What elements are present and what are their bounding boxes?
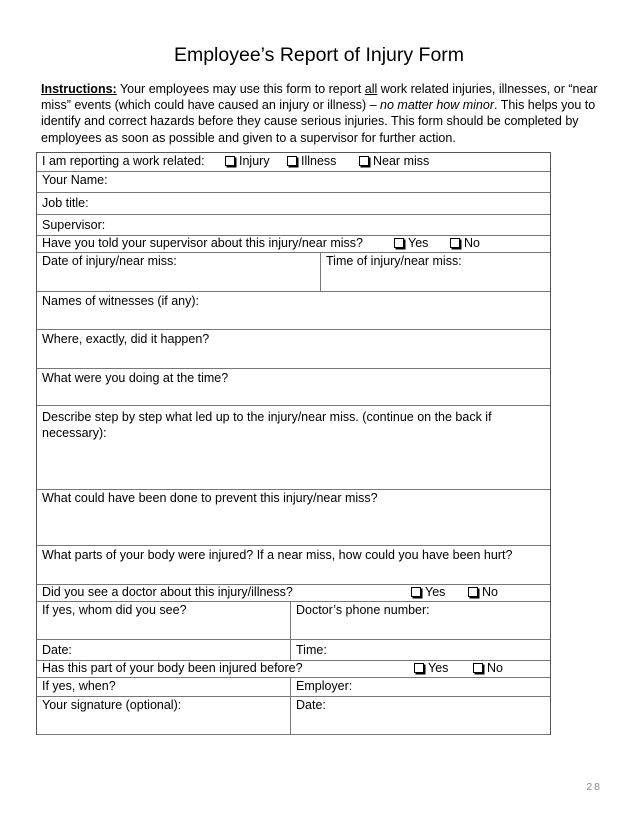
instructions-text-1: Your employees may use this form to report	[116, 82, 365, 96]
instructions-paragraph	[41, 81, 601, 146]
witnesses-label: Names of witnesses (if any):	[42, 294, 199, 308]
body-parts-field[interactable]	[37, 546, 550, 585]
injured-before-label: Has this part of your body been injured before?	[42, 661, 303, 675]
visit-time-label: Time:	[296, 643, 327, 657]
signature-row	[37, 697, 550, 735]
reporting-label: I am reporting a work related:	[42, 154, 205, 168]
date-time-row	[37, 253, 550, 292]
date-time-visit-row	[37, 640, 550, 661]
page-number: 28	[586, 781, 602, 793]
injured-before-no-option[interactable]	[473, 661, 503, 675]
describe-label: Describe step by step what led up to the injury/near miss. (continue on the back if necessary):	[42, 410, 492, 440]
yes-label: Yes	[428, 661, 449, 675]
injured-before-row	[37, 661, 550, 678]
yes-label: Yes	[408, 236, 429, 250]
injury-checkbox-option[interactable]	[225, 154, 270, 168]
if-yes-when-label: If yes, when?	[42, 679, 116, 693]
doing-label: What were you doing at the time?	[42, 371, 229, 385]
injured-before-yes-option[interactable]	[414, 661, 448, 675]
instructions-all: all	[364, 82, 378, 96]
visit-date-label: Date:	[42, 643, 72, 657]
yes-label: Yes	[425, 585, 446, 599]
signature-label: Your signature (optional):	[42, 698, 182, 712]
checkbox-icon[interactable]	[225, 156, 235, 166]
no-label: No	[487, 661, 503, 675]
doctor-row	[37, 602, 550, 640]
instructions-text-3: . This helps you to identify and correct hazards before they cause serious injuries. This form should be completed by employees as soon as possible and given to a supervisor for further action.	[41, 98, 596, 145]
see-doctor-row	[37, 585, 550, 602]
job-title-field[interactable]	[37, 193, 550, 215]
your-name-label: Your Name:	[42, 173, 108, 187]
checkbox-icon[interactable]	[473, 663, 483, 673]
near-miss-checkbox-option[interactable]	[359, 154, 429, 168]
see-doctor-label: Did you see a doctor about this injury/illness?	[42, 585, 293, 599]
whom-label: If yes, whom did you see?	[42, 603, 187, 617]
illness-checkbox-option[interactable]	[287, 154, 336, 168]
checkbox-icon[interactable]	[359, 156, 369, 166]
told-supervisor-no-option[interactable]	[450, 236, 480, 250]
see-doctor-no-option[interactable]	[468, 585, 498, 599]
time-of-injury-label: Time of injury/near miss:	[326, 254, 462, 268]
visit-time-field[interactable]	[291, 640, 550, 660]
instructions-colon: :	[112, 82, 117, 96]
checkbox-icon[interactable]	[468, 587, 478, 597]
employer-field[interactable]	[291, 678, 550, 696]
no-label: No	[482, 585, 498, 599]
instructions-emphasis: no matter how minor	[380, 98, 494, 113]
told-supervisor-row	[37, 236, 550, 253]
if-yes-when-field[interactable]	[37, 678, 291, 696]
supervisor-label: Supervisor:	[42, 218, 106, 232]
checkbox-icon[interactable]	[287, 156, 297, 166]
signature-date-label: Date:	[296, 698, 326, 712]
doctor-phone-label: Doctor’s phone number:	[296, 603, 430, 617]
told-supervisor-yes-option[interactable]	[394, 236, 428, 250]
form-title: Employee’s Report of Injury Form	[173, 44, 465, 66]
employer-label: Employer:	[296, 679, 353, 693]
prevent-label: What could have been done to prevent this injury/near miss?	[42, 491, 378, 505]
signature-field[interactable]	[37, 697, 291, 734]
see-doctor-yes-option[interactable]	[411, 585, 445, 599]
told-supervisor-label: Have you told your supervisor about this injury/near miss?	[42, 236, 363, 250]
where-field[interactable]	[37, 330, 550, 369]
date-of-injury-label: Date of injury/near miss:	[42, 254, 177, 268]
reporting-row	[37, 153, 550, 172]
time-of-injury-field[interactable]	[321, 253, 550, 291]
injury-form-table	[36, 152, 551, 735]
your-name-field[interactable]	[37, 172, 550, 193]
instructions-text-2: work related injuries, illnesses, or “near miss” events (which could have caused an injury or illness) –	[41, 82, 598, 113]
describe-field[interactable]	[37, 406, 550, 490]
checkbox-icon[interactable]	[394, 238, 404, 248]
checkbox-icon[interactable]	[411, 587, 421, 597]
illness-label: Illness	[301, 154, 337, 168]
instructions-label: Instructions	[41, 82, 113, 96]
date-of-injury-field[interactable]	[37, 253, 321, 291]
body-parts-label: What parts of your body were injured? If a near miss, how could you have been hurt?	[42, 548, 513, 562]
when-employer-row	[37, 678, 550, 697]
job-title-label: Job title:	[42, 196, 89, 210]
supervisor-field[interactable]	[37, 215, 550, 236]
near-miss-label: Near miss	[373, 154, 430, 168]
checkbox-icon[interactable]	[414, 663, 424, 673]
where-label: Where, exactly, did it happen?	[42, 332, 210, 346]
signature-date-field[interactable]	[291, 697, 550, 734]
whom-field[interactable]	[37, 602, 291, 639]
injury-label: Injury	[239, 154, 270, 168]
witnesses-field[interactable]	[37, 292, 550, 330]
visit-date-field[interactable]	[37, 640, 291, 660]
no-label: No	[464, 236, 480, 250]
doing-field[interactable]	[37, 369, 550, 406]
checkbox-icon[interactable]	[450, 238, 460, 248]
prevent-field[interactable]	[37, 490, 550, 546]
doctor-phone-field[interactable]	[291, 602, 550, 639]
